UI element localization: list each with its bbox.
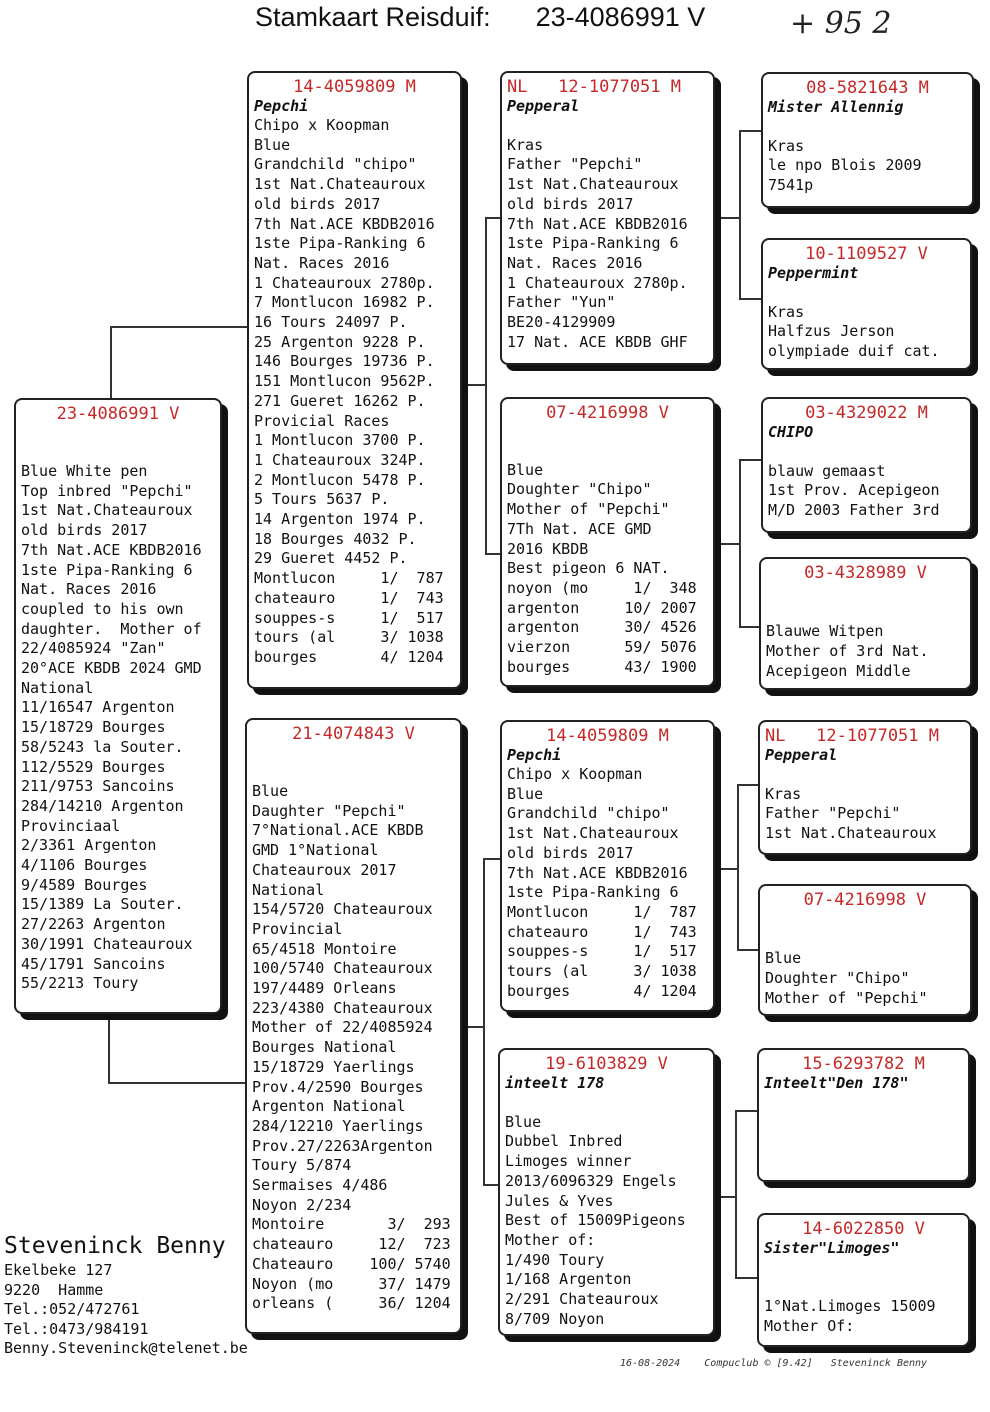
info-line: Blue [254, 135, 291, 154]
info-line: 65/4518 Montoire [252, 939, 397, 958]
info-line: 2 Montlucon 5478 P. [254, 470, 426, 489]
info-line: Blue [765, 949, 802, 968]
connector-line [739, 459, 741, 627]
info-line [507, 116, 708, 136]
ring-number: 14-4059809 M [293, 77, 416, 97]
info-line: Top inbred "Pepchi" [21, 481, 193, 500]
info-line: Grandchild "chipo" [507, 804, 670, 823]
info-line: 45/1791 Sancoins [21, 954, 166, 973]
info-line: Nat. Races 2016 [21, 580, 157, 599]
info-line: 2/291 Chateauroux [505, 1290, 659, 1309]
pigeon-name: Pepchi [254, 97, 309, 115]
info-line: Kras [768, 136, 805, 155]
connector-line [735, 1110, 757, 1112]
ring-number: 14-6022850 V [802, 1219, 925, 1239]
info-line: old birds 2017 [507, 194, 634, 213]
info-line: chateauro 1/ 743 [254, 588, 444, 607]
info-line: Doughter "Chipo" [507, 480, 652, 499]
info-line: blauw gemaast [768, 461, 886, 480]
info-line: Provinciaal [21, 816, 121, 835]
connector-line [483, 858, 500, 860]
info-line: 1 Montlucon 3700 P. [254, 431, 426, 450]
pigeon-name: Pepchi [507, 746, 562, 764]
ring-number: NL 12-1077051 M [765, 726, 939, 746]
info-line: Blue [507, 784, 544, 803]
info-line: Daughter "Pepchi" [252, 801, 406, 820]
connector-line [462, 1026, 485, 1028]
info-line: 1/490 Toury [505, 1250, 605, 1269]
card-lines [765, 910, 965, 1009]
connector-line [485, 217, 500, 219]
info-line: 1st Nat.Chateauroux [765, 824, 937, 843]
info-line: Best of 15009Pigeons [505, 1211, 686, 1230]
info-line: 15/1389 La Souter. [21, 895, 184, 914]
info-line: 1st Prov. Acepigeon [768, 481, 940, 500]
info-line [765, 910, 965, 930]
ring-number: 21-4074843 V [292, 724, 415, 744]
pigeon-name: Peppermint [768, 264, 859, 282]
info-line: argenton 10/ 2007 [507, 598, 697, 617]
info-line: 1st Nat.Chateauroux [507, 824, 679, 843]
info-line: noyon (mo 1/ 348 [507, 578, 697, 597]
info-line: 8/709 Noyon [505, 1309, 605, 1328]
info-line: Toury 5/874 [252, 1156, 352, 1175]
ring-number: 14-4059809 M [546, 726, 669, 746]
info-line [765, 765, 965, 785]
ring-number: 03-4329022 M [805, 403, 928, 423]
sire-card [247, 71, 462, 689]
owner-city: 9220 Hamme [4, 1281, 104, 1299]
info-line: 29 Gueret 4452 P. [254, 549, 408, 568]
connector-line [739, 130, 741, 299]
pigeon-name: Mister Allennig [768, 98, 904, 116]
ring-number: 23-4086991 V [56, 404, 180, 424]
info-line: Mother of 22/4085924 [252, 1018, 433, 1037]
info-line: Father "Pepchi" [507, 155, 643, 174]
info-line: 7th Nat.ACE KBDB2016 [21, 540, 202, 559]
info-line: 1°Nat.Limoges 15009 [764, 1297, 936, 1316]
info-line: 7 Montlucon 16982 P. [254, 293, 435, 312]
info-line: 1 Chateauroux 2780p. [254, 273, 435, 292]
connector-line [715, 868, 738, 870]
info-line: Bourges National [252, 1038, 397, 1057]
info-line: orleans ( 36/ 1204 [252, 1294, 451, 1313]
info-line: Noyon (mo 37/ 1479 [252, 1274, 451, 1293]
info-line: Jules & Yves [505, 1191, 614, 1210]
info-line: old birds 2017 [21, 521, 148, 540]
info-line: 1 Chateauroux 2780p. [507, 273, 688, 292]
info-line: Mother of "Pepchi" [507, 500, 670, 519]
info-line [764, 1258, 963, 1278]
info-line: 20°ACE KBDB 2024 GMD [21, 659, 202, 678]
info-line: Mother of: [505, 1230, 596, 1249]
info-line: Montlucon 1/ 787 [507, 902, 697, 921]
great-grandparent-card [758, 720, 972, 855]
info-line [768, 283, 965, 303]
connector-line [485, 553, 500, 555]
connector-line [483, 858, 485, 1185]
connector-line [739, 298, 761, 300]
info-line: BE20-4129909 [507, 313, 616, 332]
info-line: Dubbel Inbred [505, 1132, 623, 1151]
info-line: 2013/6096329 Engels [505, 1171, 677, 1190]
info-line: Father "Pepchi" [765, 804, 901, 823]
info-line: bourges 4/ 1204 [254, 647, 444, 666]
connector-line [715, 543, 740, 545]
connector-line [737, 784, 758, 786]
info-line: Blue [507, 460, 544, 479]
connector-line [110, 326, 247, 328]
dam-sire-card [500, 720, 715, 1012]
info-line: 146 Bourges 19736 P. [254, 352, 435, 371]
owner-name: Steveninck Benny [4, 1233, 226, 1259]
connector-line [108, 1014, 110, 1084]
connector-line [462, 384, 487, 386]
info-line: tours (al 3/ 1038 [507, 962, 697, 981]
dam-dam-card [498, 1048, 715, 1336]
ring-number: 08-5821643 M [806, 78, 929, 98]
card-lines [21, 462, 215, 994]
info-line: 151 Montlucon 9562P. [254, 372, 435, 391]
info-line: 1ste Pipa-Ranking 6 [254, 234, 426, 253]
info-line [507, 441, 708, 461]
info-line: 2016 KBDB [507, 539, 589, 558]
info-line: 27/2263 Argenton [21, 915, 166, 934]
info-line: Acepigeon Middle [766, 661, 911, 680]
great-grandparent-card [761, 397, 972, 533]
info-line: 112/5529 Bourges [21, 757, 166, 776]
info-line: souppes-s 1/ 517 [507, 942, 697, 961]
great-grandparent-card [758, 884, 972, 1016]
info-line: tours (al 3/ 1038 [254, 628, 444, 647]
info-line: 1st Nat.Chateauroux [254, 175, 426, 194]
connector-line [108, 1082, 245, 1084]
info-line: Prov.4/2590 Bourges [252, 1077, 424, 1096]
handwritten-note: + 95 2 [790, 6, 892, 41]
owner-mobile: Tel.:0473/984191 [4, 1320, 149, 1338]
card-lines [766, 583, 965, 682]
info-line [768, 117, 967, 137]
info-line: bourges 43/ 1900 [507, 657, 697, 676]
info-line: vierzon 59/ 5076 [507, 638, 697, 657]
info-line: Blauwe Witpen [766, 622, 884, 641]
info-line: Noyon 2/234 [252, 1195, 352, 1214]
info-line: Limoges winner [505, 1152, 632, 1171]
info-line: Provincial [252, 919, 343, 938]
card-lines [765, 765, 965, 844]
info-line: chateauro 1/ 743 [507, 922, 697, 941]
info-line: Mother of "Pepchi" [765, 988, 928, 1007]
info-line: 16 Tours 24097 P. [254, 313, 408, 332]
pigeon-name: Inteelt"Den 178" [764, 1074, 909, 1092]
info-line: Chipo x Koopman [507, 765, 643, 783]
card-lines [768, 442, 965, 521]
info-line: Prov.27/2263Argenton [252, 1136, 433, 1155]
info-line: olympiade duif cat. [768, 342, 940, 361]
info-line: Chateauroux 2017 [252, 860, 397, 879]
connector-line [483, 1184, 498, 1186]
subject-pigeon-card [14, 398, 222, 1014]
info-line: 223/4380 Chateauroux [252, 998, 433, 1017]
sire-sire-card [500, 71, 715, 365]
info-line: 30/1991 Chateauroux [21, 934, 193, 953]
card-lines [252, 782, 455, 1314]
info-line: le npo Blois 2009 [768, 156, 922, 175]
info-line: 1ste Pipa-Ranking 6 [21, 560, 193, 579]
card-lines [507, 116, 708, 352]
footer-text: 16-08-2024 Compuclub © [9.42] Steveninck Benny [620, 1358, 928, 1369]
pigeon-name: CHIPO [768, 423, 814, 441]
info-line: 4/1106 Bourges [21, 856, 148, 875]
info-line: 58/5243 la Souter. [21, 737, 184, 756]
info-line: 1ste Pipa-Ranking 6 [507, 234, 679, 253]
connector-line [739, 626, 761, 628]
ring-number: 15-6293782 M [802, 1054, 925, 1074]
info-line: 2/3361 Argenton [21, 836, 157, 855]
ring-number: NL 12-1077051 M [507, 77, 681, 97]
info-line: 1 Chateauroux 324P. [254, 450, 426, 469]
owner-address: Ekelbeke 127 [4, 1261, 113, 1279]
info-line: Doughter "Chipo" [765, 969, 910, 988]
info-line: chateauro 12/ 723 [252, 1235, 451, 1254]
page-title: Stamkaart Reisduif: 23-4086991 V [255, 2, 706, 32]
info-line: 1ste Pipa-Ranking 6 [507, 883, 679, 902]
info-line: 7541p [768, 176, 814, 195]
info-line: Best pigeon 6 NAT. [507, 559, 670, 578]
info-line [764, 1278, 963, 1298]
great-grandparent-card [761, 238, 972, 370]
info-line: coupled to his own [21, 599, 184, 618]
info-line: Blue [505, 1112, 542, 1131]
info-line: Kras [507, 135, 544, 154]
info-line: 197/4489 Orleans [252, 979, 397, 998]
info-line: Kras [768, 302, 805, 321]
great-grandparent-card [757, 1048, 970, 1182]
ring-number: 03-4328989 V [804, 563, 927, 583]
info-line: Nat. Races 2016 [507, 253, 643, 272]
great-grandparent-card [757, 1213, 970, 1347]
connector-line [715, 217, 740, 219]
card-lines [768, 117, 967, 196]
info-line [768, 442, 965, 462]
info-line: Montoire 3/ 293 [252, 1215, 451, 1234]
owner-phone: Tel.:052/472761 [4, 1300, 140, 1318]
info-line: argenton 30/ 4526 [507, 618, 697, 637]
pigeon-name: Pepperal [765, 746, 838, 764]
owner-email: Benny.Steveninck@telenet.be [4, 1339, 248, 1357]
info-line: GMD 1°National [252, 841, 379, 860]
info-line: 11/16547 Argenton [21, 698, 175, 717]
info-line: 55/2213 Toury [21, 974, 139, 993]
info-line: 14 Argenton 1974 P. [254, 510, 426, 529]
info-line: 1st Nat.Chateauroux [507, 175, 679, 194]
great-grandparent-card [759, 557, 972, 690]
info-line: 5 Tours 5637 P. [254, 490, 390, 509]
info-line: Provicial Races [254, 411, 390, 430]
great-grandparent-card [761, 72, 974, 208]
connector-line [737, 949, 758, 951]
info-line: 7Th Nat. ACE GMD [507, 519, 652, 538]
ring-number: 10-1109527 V [805, 244, 928, 264]
info-line [505, 1093, 708, 1113]
ring-number: 07-4216998 V [546, 403, 669, 423]
info-line: National [252, 880, 325, 899]
info-line: daughter. Mother of [21, 619, 202, 638]
info-line: 211/9753 Sancoins [21, 777, 175, 796]
card-lines [507, 765, 708, 1001]
info-line: old birds 2017 [507, 843, 634, 862]
info-line: 15/18729 Bourges [21, 718, 166, 737]
card-lines [507, 441, 708, 677]
connector-line [110, 326, 112, 398]
info-line: souppes-s 1/ 517 [254, 608, 444, 627]
info-line: 154/5720 Chateauroux [252, 900, 433, 919]
info-line: Grandchild "chipo" [254, 155, 417, 174]
info-line: 7th Nat.ACE KBDB2016 [507, 863, 688, 882]
card-lines [768, 283, 965, 362]
info-line: Blue [252, 782, 289, 800]
info-line: 7°National.ACE KBDB [252, 821, 424, 840]
info-line: Mother Of: [764, 1317, 855, 1336]
ring-number: 19-6103829 V [545, 1054, 668, 1074]
info-line: 271 Gueret 16262 P. [254, 391, 426, 410]
connector-line [739, 459, 761, 461]
info-line: 22/4085924 "Zan" [21, 639, 166, 658]
connector-line [485, 217, 487, 554]
info-line [765, 930, 965, 950]
connector-line [715, 1196, 736, 1198]
info-line: 100/5740 Chateauroux [252, 959, 433, 978]
pigeon-name: inteelt 178 [505, 1074, 605, 1092]
info-line: Kras [765, 784, 802, 803]
info-line: Montlucon 1/ 787 [254, 569, 444, 588]
info-line: 15/18729 Yaerlings [252, 1057, 415, 1076]
pigeon-name: Sister"Limoges" [764, 1239, 900, 1257]
card-lines [764, 1258, 963, 1337]
info-line: Blue White pen [21, 462, 148, 480]
info-line: 7th Nat.ACE KBDB2016 [254, 214, 435, 233]
info-line: 284/14210 Argenton [21, 796, 184, 815]
info-line: Chateauro 100/ 5740 [252, 1254, 451, 1273]
info-line: 9/4589 Bourges [21, 875, 148, 894]
info-line: bourges 4/ 1204 [507, 981, 697, 1000]
info-line: old birds 2017 [254, 194, 381, 213]
info-line: 1/168 Argenton [505, 1270, 632, 1289]
ring-number: 07-4216998 V [803, 890, 927, 910]
info-line: Nat. Races 2016 [254, 253, 390, 272]
info-line: 18 Bourges 4032 P. [254, 529, 417, 548]
info-line: Halfzus Jerson [768, 322, 895, 341]
connector-line [735, 1277, 757, 1279]
info-line: Chipo x Koopman [254, 116, 390, 134]
info-line: 1st Nat.Chateauroux [21, 501, 193, 520]
info-line: Father "Yun" [507, 293, 616, 312]
pigeon-name: Pepperal [507, 97, 580, 115]
info-line [766, 583, 965, 603]
dam-card [245, 718, 462, 1334]
connector-line [739, 130, 761, 132]
info-line: Argenton National [252, 1097, 406, 1116]
sire-dam-card [500, 397, 715, 687]
info-line: Mother of 3rd Nat. [766, 642, 929, 661]
info-line: 284/12210 Yaerlings [252, 1116, 424, 1135]
info-line [766, 603, 965, 623]
info-line: 7th Nat.ACE KBDB2016 [507, 214, 688, 233]
info-line: Sermaises 4/486 [252, 1176, 388, 1195]
info-line: 25 Argenton 9228 P. [254, 332, 426, 351]
card-lines [505, 1093, 708, 1329]
connector-line [737, 784, 739, 950]
connector-line [735, 1110, 737, 1278]
info-line: M/D 2003 Father 3rd [768, 501, 940, 520]
info-line: 17 Nat. ACE KBDB GHF [507, 332, 688, 351]
info-line: National [21, 678, 94, 697]
card-lines [254, 116, 455, 668]
